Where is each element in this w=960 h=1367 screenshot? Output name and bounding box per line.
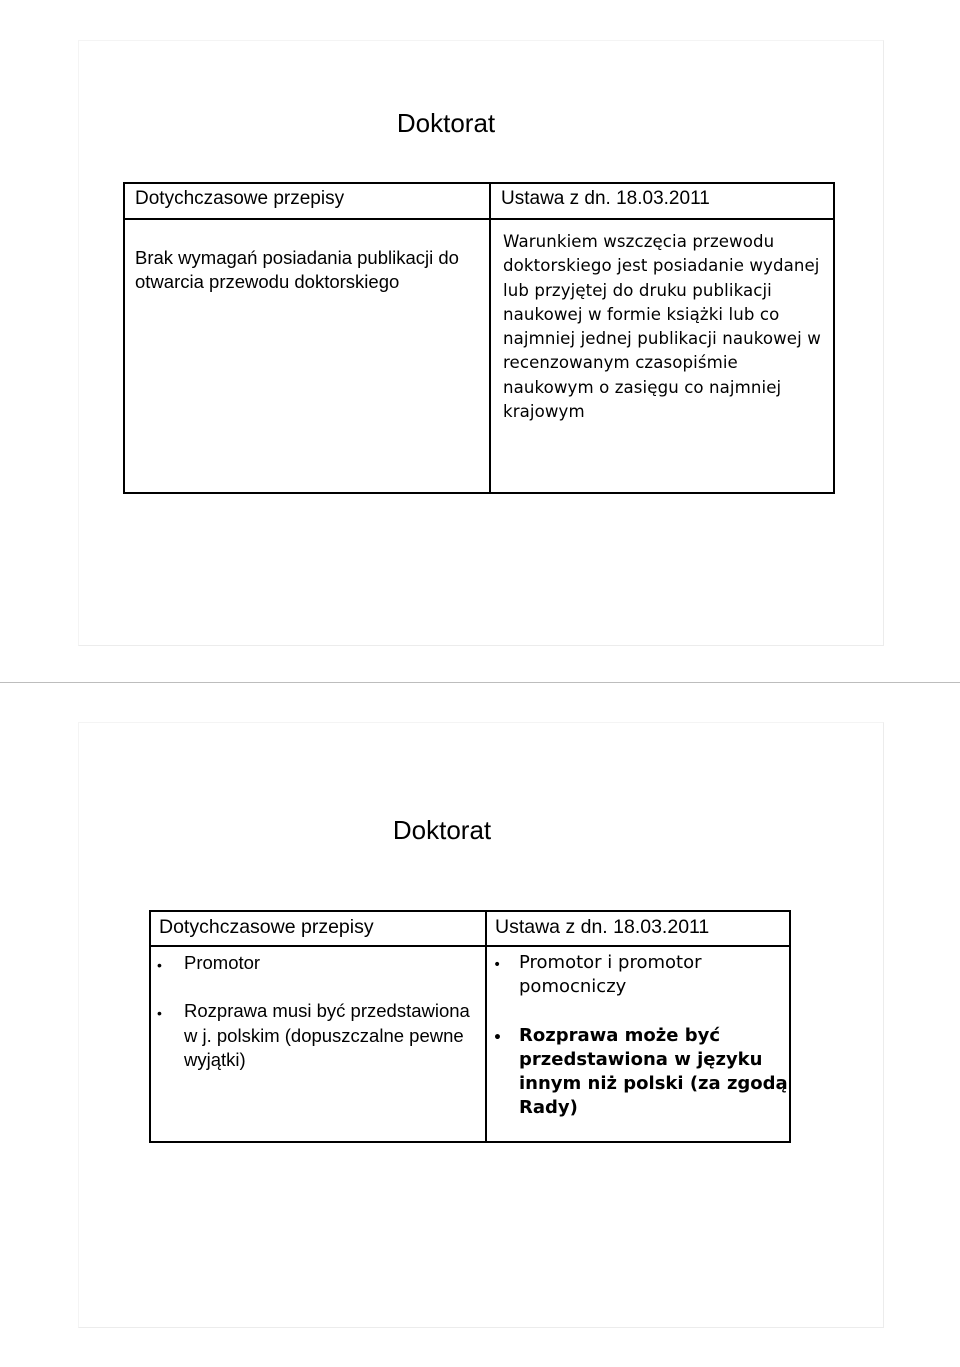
list-item [487,951,789,1000]
header-old-rules: Dotychczasowe przepisy [150,911,486,946]
bullet-icon: • [157,957,162,973]
header-new-law: Ustawa z dn. 18.03.2011 [486,911,790,946]
table-header-row [150,911,790,946]
table-row [150,946,790,1142]
list-item-text: Rozprawa musi być przedstawiona w j. polskim (dopuszczalne pewne wyjątki) [184,1000,470,1070]
list-item [487,1024,789,1121]
page-divider [0,682,960,683]
list-item-text: Promotor i promotor pomocniczy [519,952,702,998]
cell-old-rules [150,946,486,1142]
table-row [124,219,834,493]
slide-1-comparison-table [123,182,835,494]
bullet-icon: • [493,1029,502,1046]
list-item [151,951,485,975]
list-item-text: Promotor [184,952,261,973]
cell-old-rules: Brak wymagań posiadania publikacji do otwarcia przewodu doktorskiego [135,247,459,292]
header-new-law: Ustawa z dn. 18.03.2011 [490,183,834,219]
header-old-rules: Dotychczasowe przepisy [124,183,490,219]
bullet-icon: • [493,957,502,973]
cell-new-law [486,946,790,1142]
list-item [151,999,485,1072]
bullet-icon: • [157,1005,162,1022]
old-rules-list [151,947,485,1072]
table-header-row [124,183,834,219]
list-item-text: Rozprawa może być przedstawiona w języku innym niż polski (za zgodą Rady) [519,1024,788,1119]
cell-new-law: Warunkiem wszczęcia przewodu doktorskiego jest posiadanie wydanej lub przyjętej do druku publikacji naukowej w formie książki lub co najmniej jednej publikacji naukowej w recenzowanym czasopiśmie naukowym o zasięgu co najmniej krajowym [490,219,834,493]
new-law-list [487,947,789,1121]
slide-2-title: Doktorat [392,815,492,845]
slide-2-comparison-table [149,910,791,1143]
slide-1-title: Doktorat [396,108,496,138]
